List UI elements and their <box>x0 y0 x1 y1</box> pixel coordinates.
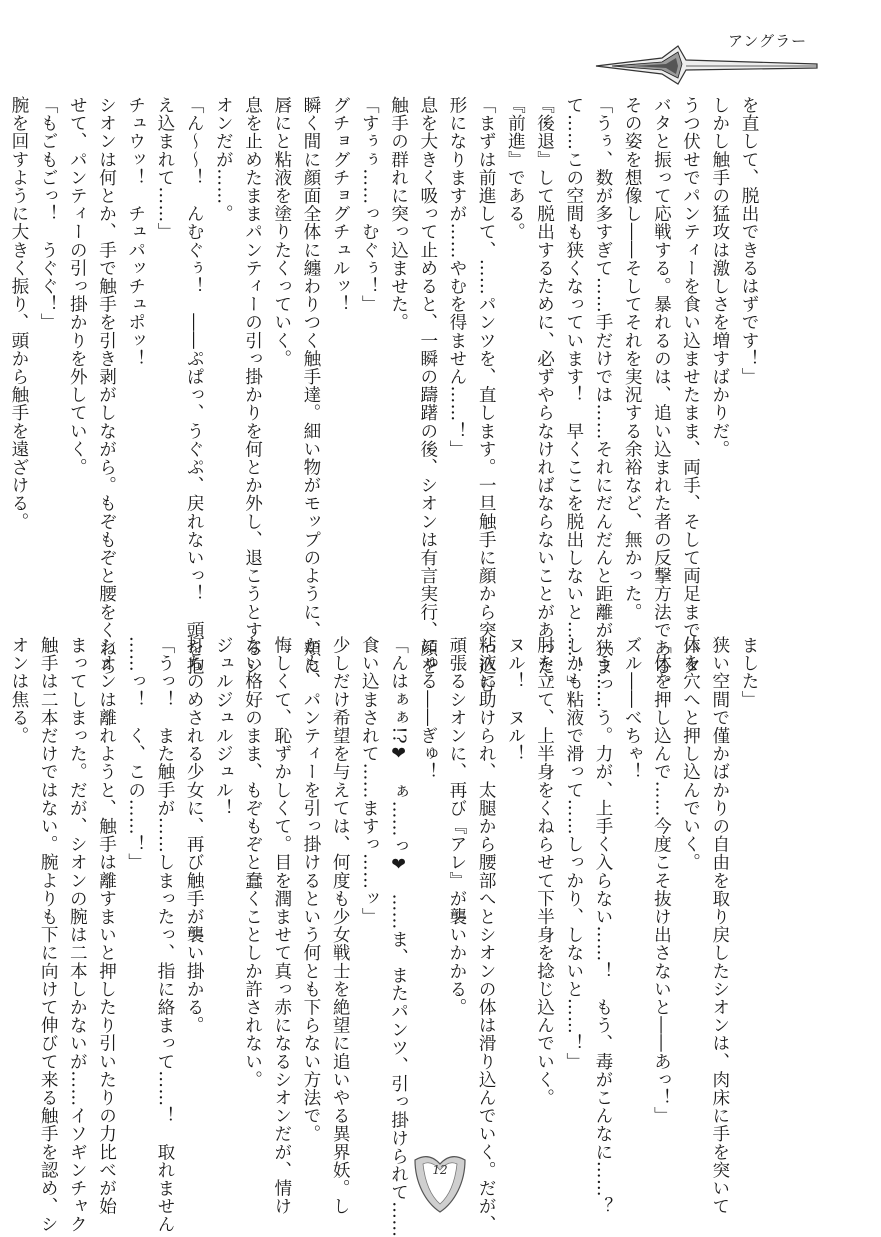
text-line: 悔しくて、恥ずかしくて。目を潤ませて真っ赤になるシオンだが、情け <box>271 636 292 1216</box>
text-line: ヌル！ ヌル！ <box>505 636 526 763</box>
text-line: 「もごもごっ！ うぐぐ！」 <box>38 96 59 332</box>
text-line: にゅる――ぎゅ！ <box>417 636 438 781</box>
text-line: バタと振って応戦する。暴れるのは、追い込まれた者の反撃方法である。 <box>651 96 672 694</box>
page-number-badge-icon <box>411 1152 469 1214</box>
text-line: 「まずは前進して、……パンツを、直します。一旦触手に顔から突っ込む <box>476 96 497 694</box>
text-line: 粘液に助けられ、太腿から腰部へとシオンの体は滑り込んでいく。だが、 <box>476 636 497 1234</box>
text-line: 『後退』して脱出するために、必ずやらなければならないことがあった。 <box>534 96 555 694</box>
text-line: 食い込まされて……ますっ……ッ」 <box>359 636 380 926</box>
text-line: を直して、脱出できるはずです！」 <box>739 96 759 386</box>
text-line: 触手は二本だけではない。腕よりも下に向けて伸びて来る触手を認め、シ <box>38 636 59 1234</box>
text-line: 触手の群れに突っ込ませた。 <box>388 96 409 332</box>
text-line: 『前進』である。 <box>505 96 526 241</box>
text-line <box>0 636 4 1156</box>
text-line: チュウッ！ チュパッチュポッ！ <box>125 96 146 368</box>
text-line: ジュルジュルジュル！ <box>213 636 234 817</box>
text-line: 「ん～～！ んむぐぅ！ ――ぷぱっ、うぐぷ、戻れないっ！ 頭を抱 <box>184 96 205 676</box>
text-line: オンは焦る。 <box>8 636 29 745</box>
text-line: しかも粘液で滑って……しっかり、しないと……！」 <box>563 636 584 1071</box>
text-line: 「んはぁぁ!?❤ ぁ……っ❤ ……ま、またパンツ、引っ掛けられて…… <box>388 636 409 1237</box>
text-line: その姿を想像し――そしてそれを実況する余裕など、無かった。 <box>622 96 643 621</box>
text-line: 頑張るシオンに、再び『アレ』が襲いかかる。 <box>446 636 467 1017</box>
text-line: 狭い空間で僅かばかりの自由を取り戻したシオンは、肉床に手を突いて <box>709 636 730 1216</box>
text-line: うつ伏せでパンティーを食い込ませたまま、両手、そして両足までバタ <box>680 96 701 676</box>
running-title: アングラー <box>728 32 808 50</box>
text-line: ……っ！ く、この……！」 <box>125 636 146 872</box>
text-line: え込まれて……」 <box>154 96 175 241</box>
text-line: 「うぅ、数が多すぎて……手だけでは……それにだんだんと距離が狭まっ <box>592 96 613 694</box>
text-line: 「うっ！ また触手が……しまったっ、指に絡まって……！ 取れません <box>154 636 175 1234</box>
text-line: 息を大きく吸って止めると、一瞬の躊躇の後、シオンは有言実行、顔を <box>417 96 438 676</box>
text-line: ズル――べちゃ！ <box>622 636 643 781</box>
text-line: 体を穴へと押し込んでいく。 <box>680 636 701 872</box>
text-line: ない格好のまま、もぞもぞと蠢くことしか許されない。 <box>242 636 263 1089</box>
text-line: 「体を押し込んで……今度こそ抜け出さないと――あっ！」 <box>651 636 672 1125</box>
text-line: 少しだけ希望を与えては、何度も少女戦士を絶望に追いやる異界妖。し <box>330 636 351 1216</box>
text-line: 「すぅぅ……っむぐぅ！」 <box>359 96 380 314</box>
text-line: しかし触手の猛攻は激しさを増すばかりだ。 <box>709 96 730 458</box>
text-line: 打ちのめされる少女に、再び触手が襲い掛かる。 <box>184 636 205 1035</box>
text-line: せて、パンティーの引っ掛かりを外していく。 <box>67 96 88 477</box>
text-line: オンだが……。 <box>213 96 234 223</box>
text-line: 息を止めたままパンティーの引っ掛かりを何とか外し、退こうとするシ <box>242 96 263 676</box>
text-line: グチョグチョグチュルッ！ <box>330 96 351 314</box>
text-line: 唇にと粘液を塗りたくっていく。 <box>271 96 292 368</box>
text-line: まってしまった。だが、シオンの腕は二本しかないが……イソギンチャク <box>67 636 88 1234</box>
text-line: ました」 <box>739 636 759 709</box>
text-line: 「う……う。力が、上手く入らない……！ もう、毒がこんなに……？ <box>592 636 613 1216</box>
text-line <box>0 96 4 616</box>
text-line: て……この空間も狭くなっています！ 早くここを脱出しないと……！」 <box>563 96 584 694</box>
text-line: かも、パンティーを引っ掛けるという何とも下らない方法で。 <box>300 636 321 1143</box>
text-line: 腕を回すように大きく振り、頭から触手を遠ざける。 <box>8 96 29 531</box>
text-line: 形になりますが……やむを得ません……！」 <box>446 96 467 458</box>
text-line: シオンは何とか、手で触手を引き剥がしながら。もぞもぞと腰をくねら <box>96 96 117 676</box>
text-line: 瞬く間に顔面全体に纏わりつく触手達。細い物がモップのように、頬に <box>300 96 321 676</box>
text-line: 肘を立て、上半身をくねらせて下半身を捻じ込んでいく。 <box>534 636 555 1107</box>
text-line: シオンは離れようと、触手は離すまいと押したり引いたりの力比べが始 <box>96 636 117 1216</box>
page-number: 12 <box>432 1163 448 1177</box>
